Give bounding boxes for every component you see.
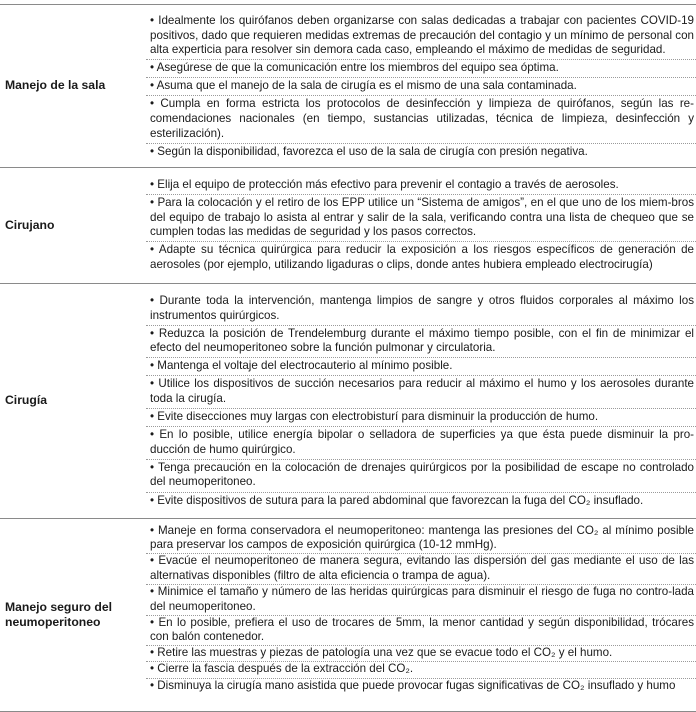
list-item: • Evite dispositivos de sutura para la pared abdominal que favorezcan la fuga del CO₂ insuflado. xyxy=(150,493,644,507)
list-item: • Cumpla en forma estricta los protocolos de desinfección y limpieza de quirófanos, según las re-comendaciones nacionales (en tiempo, sustancias utilizadas, técnica de limpieza, desinfección y esterilización). xyxy=(146,96,696,143)
list-item: • Tenga precaución en la colocación de drenajes quirúrgicos por la posibilidad de escape no controlado del neumoperitoneo. xyxy=(146,460,696,493)
row-category: Cirujano xyxy=(5,217,55,232)
row-items xyxy=(146,5,696,168)
list-item: • Asuma que el manejo de la sala de cirugía es el mismo de una sala contaminada. xyxy=(146,78,696,96)
list-item: • Utilice los dispositivos de succión necesarios para reducir al máximo el humo y los aerosoles durante toda la cirugía. xyxy=(146,376,696,409)
list-item: • Elija el equipo de protección más efectivo para prevenir el contagio a través de aerosoles. xyxy=(146,177,696,195)
table-row xyxy=(0,167,696,283)
table-row xyxy=(0,283,696,518)
list-item: • Reduzca la posición de Trendelemburg durante el máximo tiempo posible, con el fin de minimizar el efecto del neumoperitoneo sobre la función pulmonar y circulatoria. xyxy=(146,326,696,359)
list-item: • Asegúrese de que la comunicación entre los miembros del equipo sea óptima. xyxy=(146,60,696,78)
recommendations-table xyxy=(0,4,696,712)
row-items xyxy=(146,167,696,283)
list-item: • En lo posible, prefiera el uso de trocares de 5mm, la menor cantidad y según disponibilidad, trócares con balón contenedor. xyxy=(146,616,696,647)
list-item: • Mantenga el voltaje del electrocauterio al mínimo posible. xyxy=(146,358,696,376)
list-item: • Disminuya la cirugía mano asistida que puede provocar fugas significativas de CO₂ insuflado y humo xyxy=(150,678,676,692)
list-item: • Minimice el tamaño y número de las heridas quirúrgicas para disminuir el riesgo de fuga no contro-lada del neumoperitoneo. xyxy=(146,585,696,616)
list-item: • Para la colocación y el retiro de los EPP utilice un “Sistema de amigos”, en el que uno de los miem-bros del equipo de trabajo lo asista al entrar y salir de la sala, verificando contra una lista de chequeo que se cumplen todas las medidas de seguridad y los pasos correctos. xyxy=(146,195,696,242)
list-item: • Evacúe el neumoperitoneo de manera segura, evitando las dispersión del gas mediante el uso de las alternativas disponibles (filtro de alta eficiencia o trampa de agua). xyxy=(146,554,696,585)
table-row xyxy=(0,5,696,168)
list-item: • Retire las muestras y piezas de patología una vez que se evacue todo el CO₂ y el humo. xyxy=(146,646,696,662)
list-item: • Cierre la fascia después de la extracción del CO₂. xyxy=(146,662,696,678)
list-item: • Durante toda la intervención, mantenga limpios de sangre y otros fluidos corporales al máximo los instrumentos quirúrgicos. xyxy=(146,293,696,326)
list-item: • En lo posible, utilice energía bipolar o selladora de superficies ya que ésta puede disminuir la pro-ducción de humo quirúrgico. xyxy=(146,427,696,460)
table-row xyxy=(0,518,696,711)
list-item: • Maneje en forma conservadora el neumoperitoneo: mantenga las presiones del CO₂ al mínimo posible para preservar los campos de exposición quirúrgica (10-12 mmHg). xyxy=(146,524,696,555)
list-item: • Según la disponibilidad, favorezca el uso de la sala de cirugía con presión negativa. xyxy=(150,144,588,158)
row-items xyxy=(146,518,696,711)
row-items xyxy=(146,283,696,518)
row-category: Cirugía xyxy=(5,393,47,408)
list-item: • Idealmente los quirófanos deben organizarse con salas dedicadas a trabajar con pacientes COVID-19 positivos, dado que requieren medidas extremas de precaución del contagio y un mínimo de personal con alta experticia para resolver sin demora cada caso, empleando el máximo de medidas de seguridad. xyxy=(146,13,696,60)
row-category: Manejo seguro del neumoperitoneo xyxy=(5,599,112,629)
list-item: • Adapte su técnica quirúrgica para reducir la exposición a los riesgos específicos de generación de aerosoles (por ejemplo, utilizando ligaduras o clips, donde antes hubiera empleado electrocirugía) xyxy=(150,243,694,271)
row-category: Manejo de la sala xyxy=(5,78,106,93)
list-item: • Evite disecciones muy largas con electrobisturí para disminuir la producción de humo. xyxy=(146,409,696,427)
